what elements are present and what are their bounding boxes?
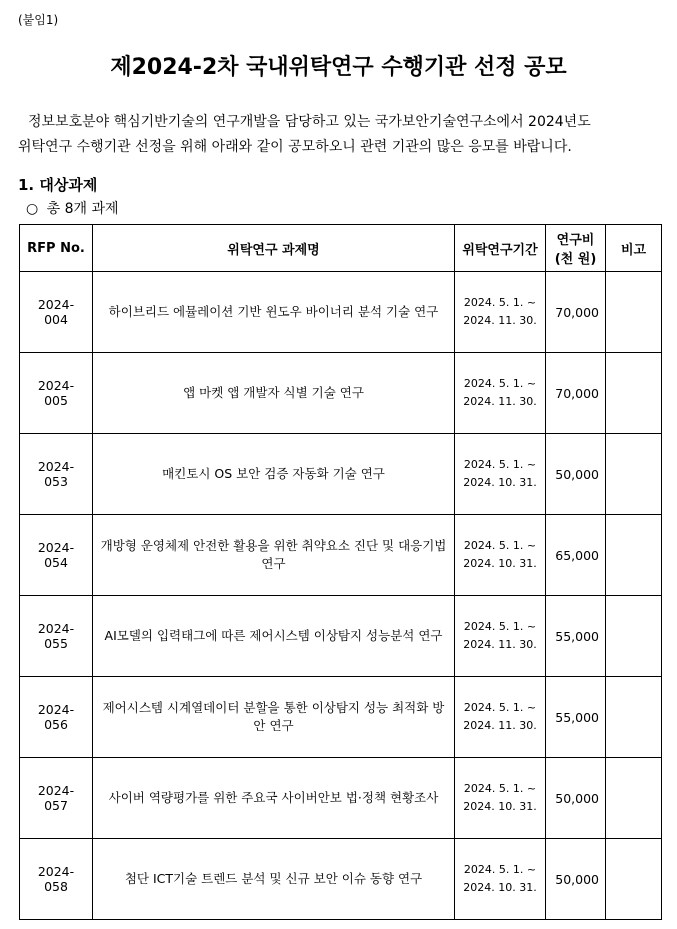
note-cell: [606, 758, 662, 839]
project-title: 제어시스템 시계열데이터 분할을 통한 이상탐지 성능 최적화 방안 연구: [93, 677, 455, 758]
period-end: 2024. 11. 30.: [463, 719, 537, 732]
rfp-number: 2024-058: [20, 839, 93, 920]
project-title: AI모델의 입력태그에 따른 제어시스템 이상탐지 성능분석 연구: [93, 596, 455, 677]
table-row: [20, 434, 662, 515]
period-start: 2024. 5. 1. ~: [463, 701, 537, 714]
project-title: 앱 마켓 앱 개발자 식별 기술 연구: [93, 353, 455, 434]
period-end: 2024. 10. 31.: [463, 881, 537, 894]
research-budget: 55,000: [546, 596, 606, 677]
period-start: 2024. 5. 1. ~: [463, 377, 537, 390]
research-period: [455, 272, 546, 353]
research-budget: 50,000: [546, 758, 606, 839]
period-end: 2024. 11. 30.: [463, 395, 537, 408]
header-period: 위탁연구기간: [455, 225, 546, 272]
research-period: [455, 515, 546, 596]
attachment-label: (붙임1): [18, 13, 59, 27]
intro-line-2: 위탁연구 수행기관 선정을 위해 아래와 같이 공모하오니 관련 기관의 많은 응모를 바랍니다.: [18, 139, 572, 155]
period-start: 2024. 5. 1. ~: [463, 539, 537, 552]
project-title: 매킨토시 OS 보안 검증 자동화 기술 연구: [93, 434, 455, 515]
note-cell: [606, 353, 662, 434]
circle-bullet-icon: ○: [26, 201, 39, 217]
header-note: 비고: [606, 225, 662, 272]
intro-line-1: 정보보호분야 핵심기반기술의 연구개발을 담당하고 있는 국가보안기술연구소에서 2024년도: [28, 114, 591, 130]
rfp-number: 2024-057: [20, 758, 93, 839]
research-period: [455, 677, 546, 758]
research-budget: 70,000: [546, 272, 606, 353]
period-end: 2024. 10. 31.: [463, 557, 537, 570]
project-title: 하이브리드 에뮬레이션 기반 윈도우 바이너리 분석 기술 연구: [93, 272, 455, 353]
table-row: [20, 758, 662, 839]
research-budget: 70,000: [546, 353, 606, 434]
note-cell: [606, 434, 662, 515]
rfp-number: 2024-055: [20, 596, 93, 677]
project-count: [26, 198, 119, 218]
note-cell: [606, 677, 662, 758]
rfp-number: 2024-054: [20, 515, 93, 596]
project-title: 첨단 ICT기술 트렌드 분석 및 신규 보안 이슈 동향 연구: [93, 839, 455, 920]
table-row: [20, 677, 662, 758]
research-budget: 50,000: [546, 839, 606, 920]
table-row: [20, 839, 662, 920]
period-start: 2024. 5. 1. ~: [463, 863, 537, 876]
rfp-number: 2024-004: [20, 272, 93, 353]
period-end: 2024. 10. 31.: [463, 476, 537, 489]
research-budget: 65,000: [546, 515, 606, 596]
header-budget-line1: 연구비: [556, 233, 595, 248]
project-count-text: 총 8개 과제: [46, 201, 119, 217]
research-budget: 55,000: [546, 677, 606, 758]
section-heading: 1. 대상과제: [18, 176, 98, 194]
header-budget: [546, 225, 606, 272]
research-period: [455, 839, 546, 920]
research-budget: 50,000: [546, 434, 606, 515]
header-title: 위탁연구 과제명: [93, 225, 455, 272]
research-period: [455, 596, 546, 677]
research-period: [455, 434, 546, 515]
table-row: [20, 596, 662, 677]
note-cell: [606, 596, 662, 677]
period-end: 2024. 11. 30.: [463, 638, 537, 651]
table-row: [20, 353, 662, 434]
period-start: 2024. 5. 1. ~: [463, 620, 537, 633]
period-end: 2024. 10. 31.: [463, 800, 537, 813]
table-row: [20, 515, 662, 596]
rfp-number: 2024-053: [20, 434, 93, 515]
rfp-number: 2024-005: [20, 353, 93, 434]
period-start: 2024. 5. 1. ~: [463, 782, 537, 795]
research-period: [455, 758, 546, 839]
research-period: [455, 353, 546, 434]
project-title: 개방형 운영체제 안전한 활용을 위한 취약요소 진단 및 대응기법 연구: [93, 515, 455, 596]
period-start: 2024. 5. 1. ~: [463, 296, 537, 309]
note-cell: [606, 272, 662, 353]
header-budget-line2: (천 원): [554, 252, 597, 267]
project-title: 사이버 역량평가를 위한 주요국 사이버안보 법·정책 현황조사: [93, 758, 455, 839]
header-rfp: RFP No.: [20, 225, 93, 272]
period-end: 2024. 11. 30.: [463, 314, 537, 327]
table-header-row: [20, 225, 662, 272]
intro-paragraph: [18, 110, 666, 160]
project-table: [19, 224, 662, 920]
note-cell: [606, 839, 662, 920]
note-cell: [606, 515, 662, 596]
table-row: [20, 272, 662, 353]
page-title: 제2024-2차 국내위탁연구 수행기관 선정 공모: [110, 55, 567, 80]
rfp-number: 2024-056: [20, 677, 93, 758]
period-start: 2024. 5. 1. ~: [463, 458, 537, 471]
